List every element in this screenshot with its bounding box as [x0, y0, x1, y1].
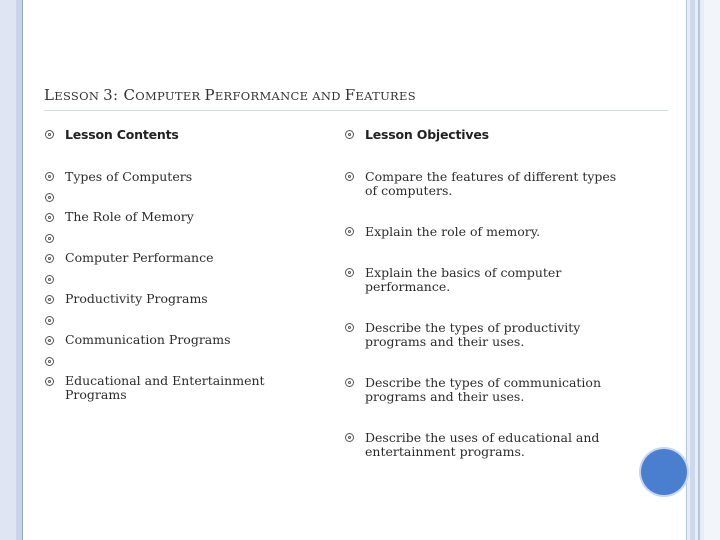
lesson-objective-line: performance. — [365, 279, 451, 294]
circle-bullet-icon — [45, 316, 54, 325]
lesson-objective-line: Explain the role of memory. — [365, 224, 541, 239]
title-part: ERFORMANCE AND — [214, 89, 345, 103]
right-border-stripe — [686, 0, 687, 540]
left-border-decoration — [0, 0, 22, 540]
lesson-objective-item — [365, 431, 599, 459]
circle-bullet-icon — [345, 268, 354, 277]
title-divider — [44, 110, 668, 111]
title-part: ESSON — [54, 89, 104, 103]
lesson-objective-item — [365, 225, 540, 239]
lesson-objective-line: Describe the types of productivity — [365, 320, 581, 335]
lesson-objective-line: of computers. — [365, 183, 453, 198]
lesson-objective-item — [365, 266, 561, 294]
lesson-objective-line: Describe the uses of educational and — [365, 430, 600, 445]
lesson-content-line: Educational and Entertainment — [65, 373, 265, 388]
left-border-line — [22, 0, 23, 540]
circle-bullet-icon — [345, 323, 354, 332]
lesson-content-item: Communication Programs — [65, 332, 231, 347]
title-part: F — [344, 86, 356, 104]
circle-bullet-icon — [45, 357, 54, 366]
lesson-content-item: Computer Performance — [65, 250, 214, 265]
circle-bullet-icon — [45, 172, 54, 181]
right-border-stripe — [690, 0, 695, 540]
circle-bullet-icon — [45, 193, 54, 202]
lesson-objective-line: Explain the basics of computer — [365, 265, 562, 280]
circle-bullet-icon — [45, 254, 54, 263]
title-part: EATURES — [355, 89, 416, 103]
circle-bullet-icon — [45, 213, 54, 222]
lesson-objective-item — [365, 170, 616, 198]
circle-bullet-icon — [345, 227, 354, 236]
lesson-objective-line: Compare the features of different types — [365, 169, 617, 184]
circle-bullet-icon — [45, 295, 54, 304]
circle-bullet-icon — [345, 172, 354, 181]
circle-bullet-icon — [345, 378, 354, 387]
circle-bullet-icon — [45, 234, 54, 243]
lesson-content-item: Productivity Programs — [65, 291, 208, 306]
decorative-circle — [641, 449, 687, 495]
circle-bullet-icon — [45, 377, 54, 386]
lesson-content-item: Types of Computers — [65, 169, 193, 184]
title-part: OMPUTER — [135, 89, 205, 103]
lesson-objective-item — [365, 321, 580, 349]
circle-bullet-icon — [45, 275, 54, 284]
title-part: P — [204, 86, 215, 104]
lesson-objective-line: programs and their uses. — [365, 334, 525, 349]
lesson-objectives-heading: Lesson Objectives — [365, 127, 489, 142]
lesson-contents-heading: Lesson Contents — [65, 127, 179, 142]
title-part: C — [123, 86, 136, 104]
lesson-objective-item — [365, 376, 601, 404]
circle-bullet-icon — [345, 433, 354, 442]
circle-bullet-icon — [45, 130, 54, 139]
lesson-content-line: Programs — [65, 387, 127, 402]
lesson-objective-line: programs and their uses. — [365, 389, 525, 404]
title-part: 3: — [103, 86, 124, 104]
circle-bullet-icon — [345, 130, 354, 139]
lesson-content-item: The Role of Memory — [65, 209, 194, 224]
title-part: L — [44, 86, 55, 104]
slide-title — [44, 86, 664, 104]
right-border-stripe — [698, 0, 700, 540]
circle-bullet-icon — [45, 336, 54, 345]
lesson-objective-line: entertainment programs. — [365, 444, 525, 459]
lesson-objective-line: Describe the types of communication — [365, 375, 602, 390]
right-border-decoration — [686, 0, 720, 540]
right-border-stripe — [704, 0, 720, 540]
lesson-content-item — [65, 374, 265, 402]
